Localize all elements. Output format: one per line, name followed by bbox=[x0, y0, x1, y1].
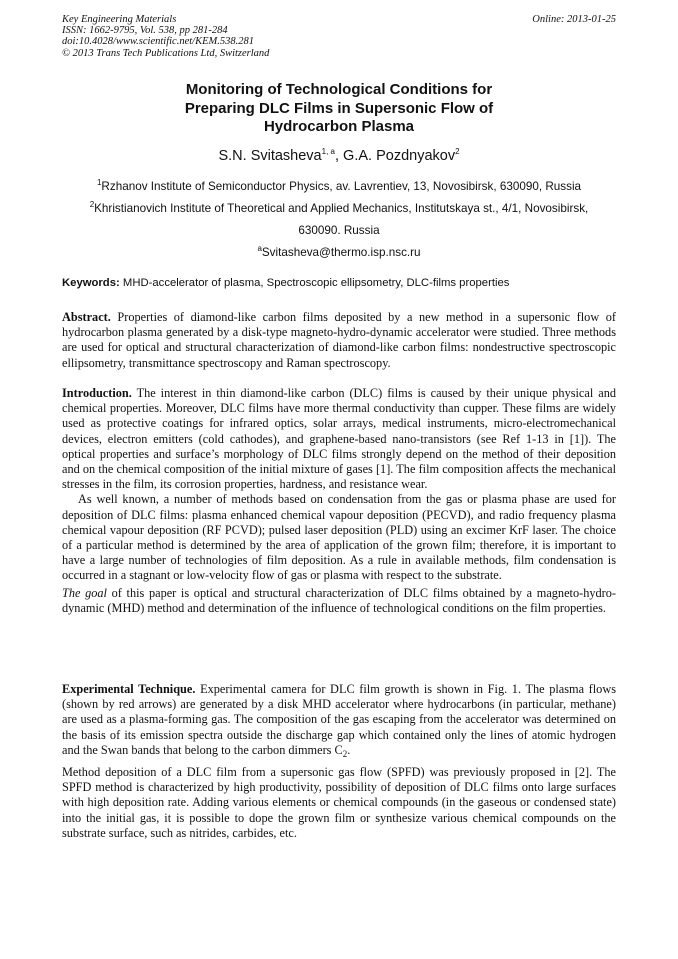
keywords bbox=[62, 277, 616, 289]
journal-name: Key Engineering Materials bbox=[62, 14, 177, 25]
online-date: Online: 2013-01-25 bbox=[532, 14, 616, 25]
affiliation-2-continued: 630090. Russia bbox=[298, 224, 380, 237]
experimental-paragraph-1-end: . bbox=[347, 742, 351, 757]
author-email bbox=[62, 242, 616, 264]
affiliation-1-mark: 1 bbox=[96, 178, 102, 188]
goal-label: The goal bbox=[62, 585, 107, 600]
affiliation-1-text: Rzhanov Institute of Semiconductor Physics, av. Lavrentiev, 13, Novosibirsk, 630090, Russia bbox=[101, 180, 582, 193]
author-1-affiliation-mark: 1, a bbox=[321, 147, 335, 157]
author-list bbox=[62, 148, 616, 164]
author-separator: , bbox=[334, 148, 344, 164]
introduction-section bbox=[62, 386, 616, 616]
experimental-paragraph-1 bbox=[62, 682, 616, 758]
abstract bbox=[62, 310, 616, 371]
experimental-paragraph-1-text: Experimental camera for DLC film growth is shown in Fig. 1. The plasma flows (shown by red arrows) are generated by a disk MHD accelerator where hydrocarbons (in particular, methane) are used as a plasma-forming gas. The composition of the gas escaping from the accelerator was determined on the basis of its emission spectra outside the discharge gap which contained only the lines of atomic hydrogen and the Swan bands that belong to the carbon dimmers C bbox=[62, 682, 616, 757]
title-line-3: Hydrocarbon Plasma bbox=[263, 118, 415, 135]
carbon-dimer-subscript: 2 bbox=[342, 748, 348, 759]
email-text: Svitasheva@thermo.isp.nsc.ru bbox=[261, 246, 421, 259]
paper-title bbox=[120, 81, 558, 137]
affiliation-2 bbox=[62, 198, 616, 220]
journal-header bbox=[62, 14, 616, 59]
email-mark: a bbox=[257, 244, 262, 254]
journal-issn: ISSN: 1662-9795, Vol. 538, pp 281-284 bbox=[62, 25, 228, 37]
abstract-label: Abstract. bbox=[62, 310, 111, 324]
intro-paragraph-2: As well known, a number of methods based on condensation from the gas or plasma phase are used for deposition of DLC films: plasma enhanced chemical vapour deposition (PECVD), and radio frequency plasma chemical vapour deposition (RF PCVD); pulsed laser deposition (PLD) using an excimer KrF laser. The choice of a particular method is determined by the area of application of the grown film; therefore, it is important to have a large number of technologies of film deposition. As a rule in available methods, film condensation is occurred in a stagnant or low-velocity flow of gas or plasma with respect to the substrate. bbox=[62, 492, 616, 583]
introduction-label: Introduction. bbox=[62, 386, 132, 400]
goal-paragraph bbox=[62, 586, 616, 616]
intro-paragraph-1-text: The interest in thin diamond-like carbon (DLC) films is caused by their unique physical and chemical properties. Moreover, DLC films have more thermal conductivity than cupper. These films are widely used as protective coatings for infrared optics, solar arrays, medical instruments, micro-electromechanical devices, electron emitters (cold cathodes), and graphene-based nano-transistors (see Ref 1-13 in [1]). The optical properties and surface’s morphology of DLC films strongly depend on the method of their deposition and on the chemical composition of the initial mixture of gases [1]. The film composition affects the mechanical stresses in the film, its corrosion properties, hardness, and resistance wear. bbox=[62, 386, 616, 492]
abstract-text: Properties of diamond-like carbon films deposited by a new method in a supersonic flow of hydrocarbon plasma generated by a disk-type magneto-hydro-dynamic accelerator were studied. Three methods are used for optical and structural characterization of diamond-like carbon films: nondestructive spectroscopic ellipsometry, transmittance spectroscopy and Raman spectroscopy. bbox=[62, 310, 616, 370]
title-line-2: Preparing DLC Films in Supersonic Flow of bbox=[184, 99, 494, 117]
journal-copyright: © 2013 Trans Tech Publications Ltd, Switzerland bbox=[62, 47, 270, 59]
journal-doi: doi:10.4028/www.scientific.net/KEM.538.281 bbox=[62, 36, 254, 48]
keywords-label: Keywords: bbox=[62, 277, 120, 289]
goal-text: of this paper is optical and structural characterization of DLC films obtained by a magneto-hydro-dynamic (MHD) method and determination of the influence of technological conditions on the film properties. bbox=[62, 585, 616, 615]
keywords-text: MHD-accelerator of plasma, Spectroscopic ellipsometry, DLC-films properties bbox=[119, 277, 510, 289]
author-1: S.N. Svitasheva bbox=[218, 148, 322, 164]
intro-paragraph-1 bbox=[62, 386, 616, 492]
experimental-label: Experimental Technique. bbox=[62, 682, 196, 696]
affiliation-2-text: Khristianovich Institute of Theoretical and Applied Mechanics, Institutskaya st., 4/1, Novosibirsk, bbox=[94, 202, 589, 215]
experimental-paragraph-2: Method deposition of a DLC film from a supersonic gas flow (SPFD) was previously proposed in [2]. The SPFD method is characterized by high productivity, possibility of deposition of DLC films onto large surfaces with high deposition rate. Adding various elements or chemical compounds (in the gaseous or condensed state) into the initial gas, it is possible to dope the grown film or synthesize various chemical compounds on the substrate surface, such as nitrides, carbides, etc. bbox=[62, 765, 616, 840]
affiliation-2-mark: 2 bbox=[89, 200, 95, 210]
author-2: G.A. Pozdnyakov bbox=[343, 148, 456, 164]
experimental-section bbox=[62, 682, 616, 841]
title-line-1: Monitoring of Technological Conditions for bbox=[185, 81, 493, 98]
author-2-affiliation-mark: 2 bbox=[455, 147, 460, 157]
affiliation-1 bbox=[62, 176, 616, 198]
